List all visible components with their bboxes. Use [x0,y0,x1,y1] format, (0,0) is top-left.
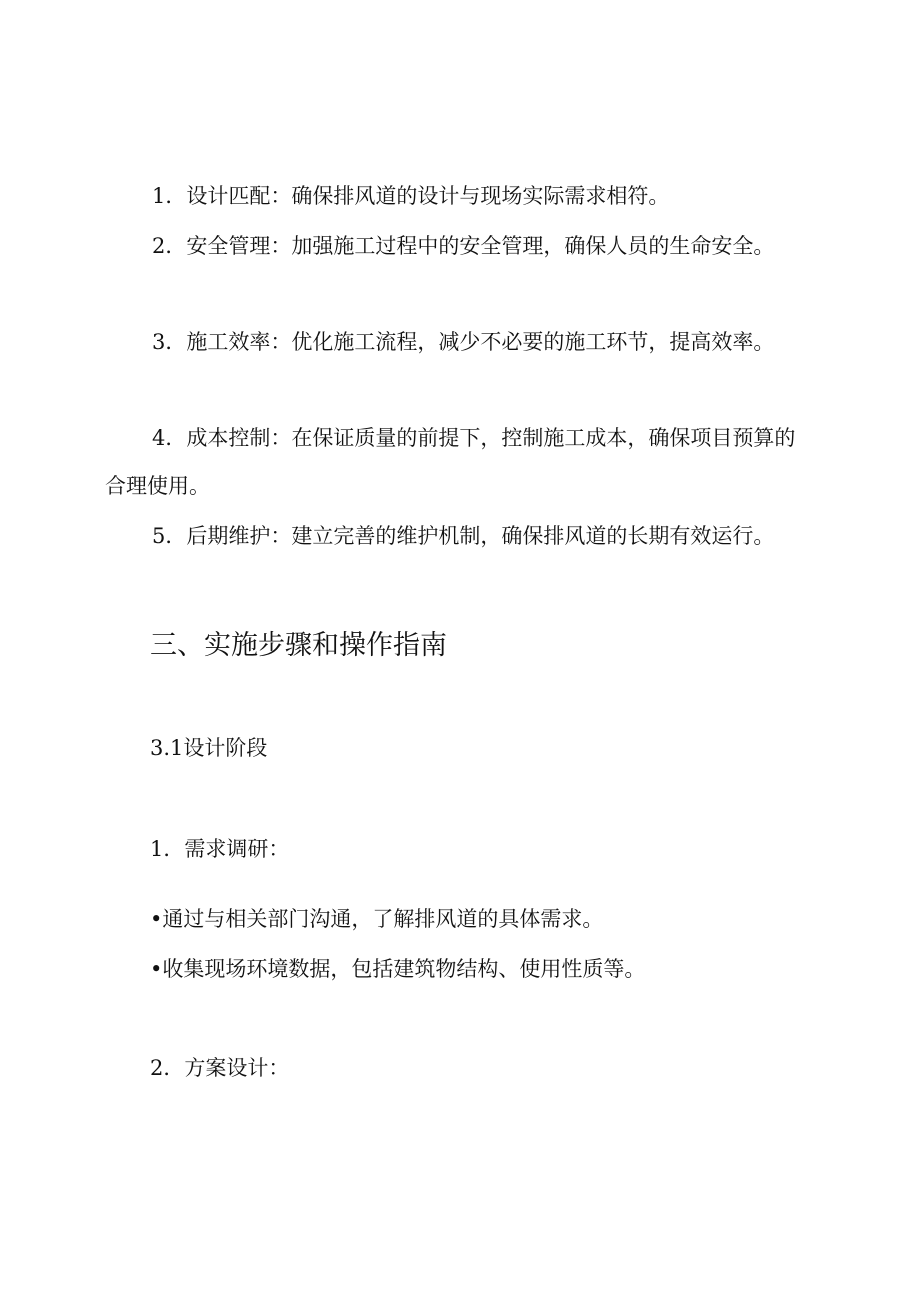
bullet-item: •通过与相关部门沟通，了解排风道的具体需求。 [150,907,604,931]
bullet-item: •收集现场环境数据，包括建筑物结构、使用性质等。 [150,957,646,981]
section-heading: 三、实施步骤和操作指南 [150,630,447,661]
list-item-safety-management: 2．安全管理：加强施工过程中的安全管理，确保人员的生命安全。 [152,234,775,258]
list-item-design-match: 1．设计匹配：确保排风道的设计与现场实际需求相符。 [152,184,670,208]
subsection-heading: 3.1设计阶段 [150,736,268,760]
list-item-construction-efficiency: 3．施工效率：优化施工流程，减少不必要的施工环节，提高效率。 [152,330,775,354]
step-title-plan-design: 2．方案设计： [150,1056,290,1080]
list-item-maintenance: 5．后期维护：建立完善的维护机制，确保排风道的长期有效运行。 [152,524,775,548]
step-title-requirements: 1．需求调研： [150,837,290,861]
list-item-cost-control: 4．成本控制：在保证质量的前提下，控制施工成本，确保项目预算的合理使用。 [105,426,796,498]
